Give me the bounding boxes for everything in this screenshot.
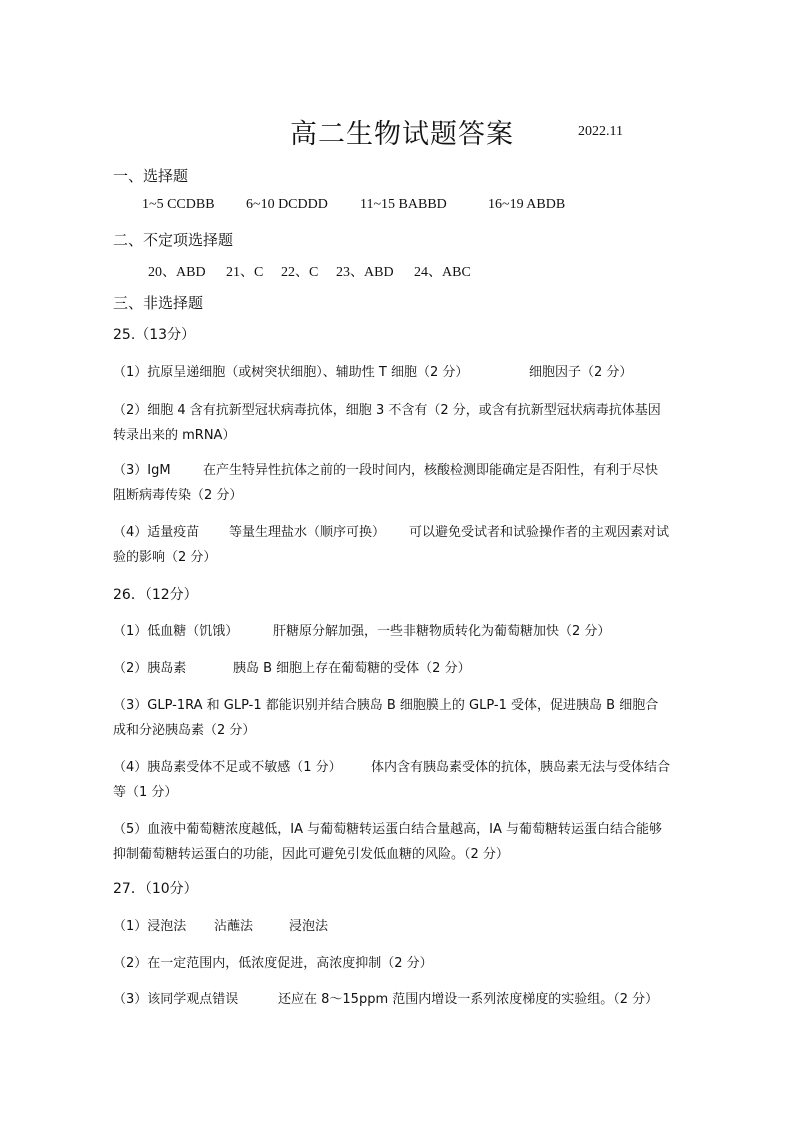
section-heading-non-choice: 三、非选择题 bbox=[113, 294, 204, 312]
q25-answer-1-part-b: 细胞因子（2 分） bbox=[529, 365, 633, 380]
q25-answer-3-part-b: 在产生特异性抗体之前的一段时间内，核酸检测即能确定是否阳性，有利于尽快 bbox=[203, 463, 659, 478]
q27-answer-1 bbox=[113, 914, 703, 939]
q25-answer-3 bbox=[113, 458, 703, 508]
q26-answer-4 bbox=[113, 755, 703, 805]
date-label: 2022.11 bbox=[578, 124, 623, 139]
mc-answer-group: 11~15 BABBD bbox=[360, 197, 447, 212]
q27-answer-3-part-b: 还应在 8～15ppm 范围内增设一系列浓度梯度的实验组。（2 分） bbox=[278, 992, 659, 1007]
q26-answer-1 bbox=[113, 619, 703, 644]
q26-answer-1-part-a: （1）低血糖（饥饿） bbox=[113, 624, 239, 639]
q26-answer-2-part-b: 胰岛 B 细胞上存在葡萄糖的受体（2 分） bbox=[233, 661, 471, 676]
q26-answer-4-part-b: 体内含有胰岛素受体的抗体，胰岛素无法与受体结合 bbox=[371, 760, 671, 775]
q25-answer-2 bbox=[113, 398, 703, 448]
question-26-heading: 26．（12分） bbox=[113, 587, 198, 603]
q25-answer-1-part-a: （1）抗原呈递细胞（或树突状细胞）、辅助性 T 细胞（2 分） bbox=[113, 365, 469, 380]
multi-answer: 23、ABD bbox=[336, 265, 394, 280]
mc-answer-group: 6~10 DCDDD bbox=[246, 197, 328, 212]
q27-answer-3-part-a: （3）该同学观点错误 bbox=[113, 992, 239, 1007]
q25-answer-4 bbox=[113, 520, 703, 570]
q25-answer-4-part-c: 可以避免受试者和试验操作者的主观因素对试 bbox=[409, 525, 670, 540]
question-27-heading: 27．（10分） bbox=[113, 881, 198, 897]
q25-answer-4-line-2: 验的影响（2 分） bbox=[113, 550, 217, 565]
q25-answer-2-line-2: 转录出来的 mRNA） bbox=[113, 428, 236, 443]
title-row bbox=[0, 112, 794, 152]
mc-answer-group: 1~5 CCDBB bbox=[142, 197, 215, 212]
q27-answer-3 bbox=[113, 987, 703, 1012]
q27-answer-2: （2）在一定范围内，低浓度促进，高浓度抑制（2 分） bbox=[113, 956, 433, 971]
q26-answer-3-line-1: （3）GLP-1RA 和 GLP-1 都能识别并结合胰岛 B 细胞膜上的 GLP-1 受体，促进胰岛 B 细胞合 bbox=[113, 698, 659, 713]
mc-answer-group: 16~19 ABDB bbox=[488, 197, 566, 212]
q27-answer-1-part-a: （1）浸泡法 bbox=[113, 919, 187, 934]
q26-answer-2-part-a: （2）胰岛素 bbox=[113, 661, 187, 676]
q26-answer-4-line-2: 等（1 分） bbox=[113, 785, 178, 800]
q26-answer-1-part-b: 肝糖原分解加强，一些非糖物质转化为葡萄糖加快（2 分） bbox=[273, 624, 611, 639]
q27-answer-1-part-b: 沾蘸法 bbox=[214, 919, 254, 934]
page-title: 高二生物试题答案 bbox=[290, 119, 514, 150]
q27-answer-1-part-c: 浸泡法 bbox=[289, 919, 329, 934]
q26-answer-2 bbox=[113, 656, 703, 681]
q26-answer-5-line-1: （5）血液中葡萄糖浓度越低，IA 与葡萄糖转运蛋白结合量越高，IA 与葡萄糖转运蛋白结合能够 bbox=[113, 822, 662, 837]
q25-answer-4-part-a: （4）适量疫苗 bbox=[113, 525, 200, 540]
q25-answer-2-line-1: （2）细胞 4 含有抗新型冠状病毒抗体，细胞 3 不含有（2 分，或含有抗新型冠状病毒抗体基因 bbox=[113, 403, 661, 418]
question-25-heading: 25.（13分） bbox=[113, 327, 196, 343]
multi-answer: 24、ABC bbox=[414, 265, 471, 280]
section-heading-choice: 一、选择题 bbox=[113, 167, 189, 185]
q26-answer-3-line-2: 成和分泌胰岛素（2 分） bbox=[113, 723, 256, 738]
q25-answer-3-line-2: 阻断病毒传染（2 分） bbox=[113, 488, 243, 503]
q26-answer-4-part-a: （4）胰岛素受体不足或不敏感（1 分） bbox=[113, 760, 342, 775]
q25-answer-1 bbox=[113, 360, 703, 385]
q26-answer-3 bbox=[113, 693, 703, 743]
section-heading-multi-choice: 二、不定项选择题 bbox=[113, 231, 234, 249]
multi-answer: 20、ABD bbox=[148, 265, 206, 280]
q25-answer-3-part-a: （3）IgM bbox=[113, 463, 171, 478]
q26-answer-5-line-2: 抑制葡萄糖转运蛋白的功能，因此可避免引发低血糖的风险。（2 分） bbox=[113, 847, 509, 862]
q26-answer-5 bbox=[113, 817, 703, 867]
multi-answer: 21、C bbox=[226, 265, 264, 280]
multi-answer: 22、C bbox=[281, 265, 319, 280]
q25-answer-4-part-b: 等量生理盐水（顺序可换） bbox=[229, 525, 386, 540]
